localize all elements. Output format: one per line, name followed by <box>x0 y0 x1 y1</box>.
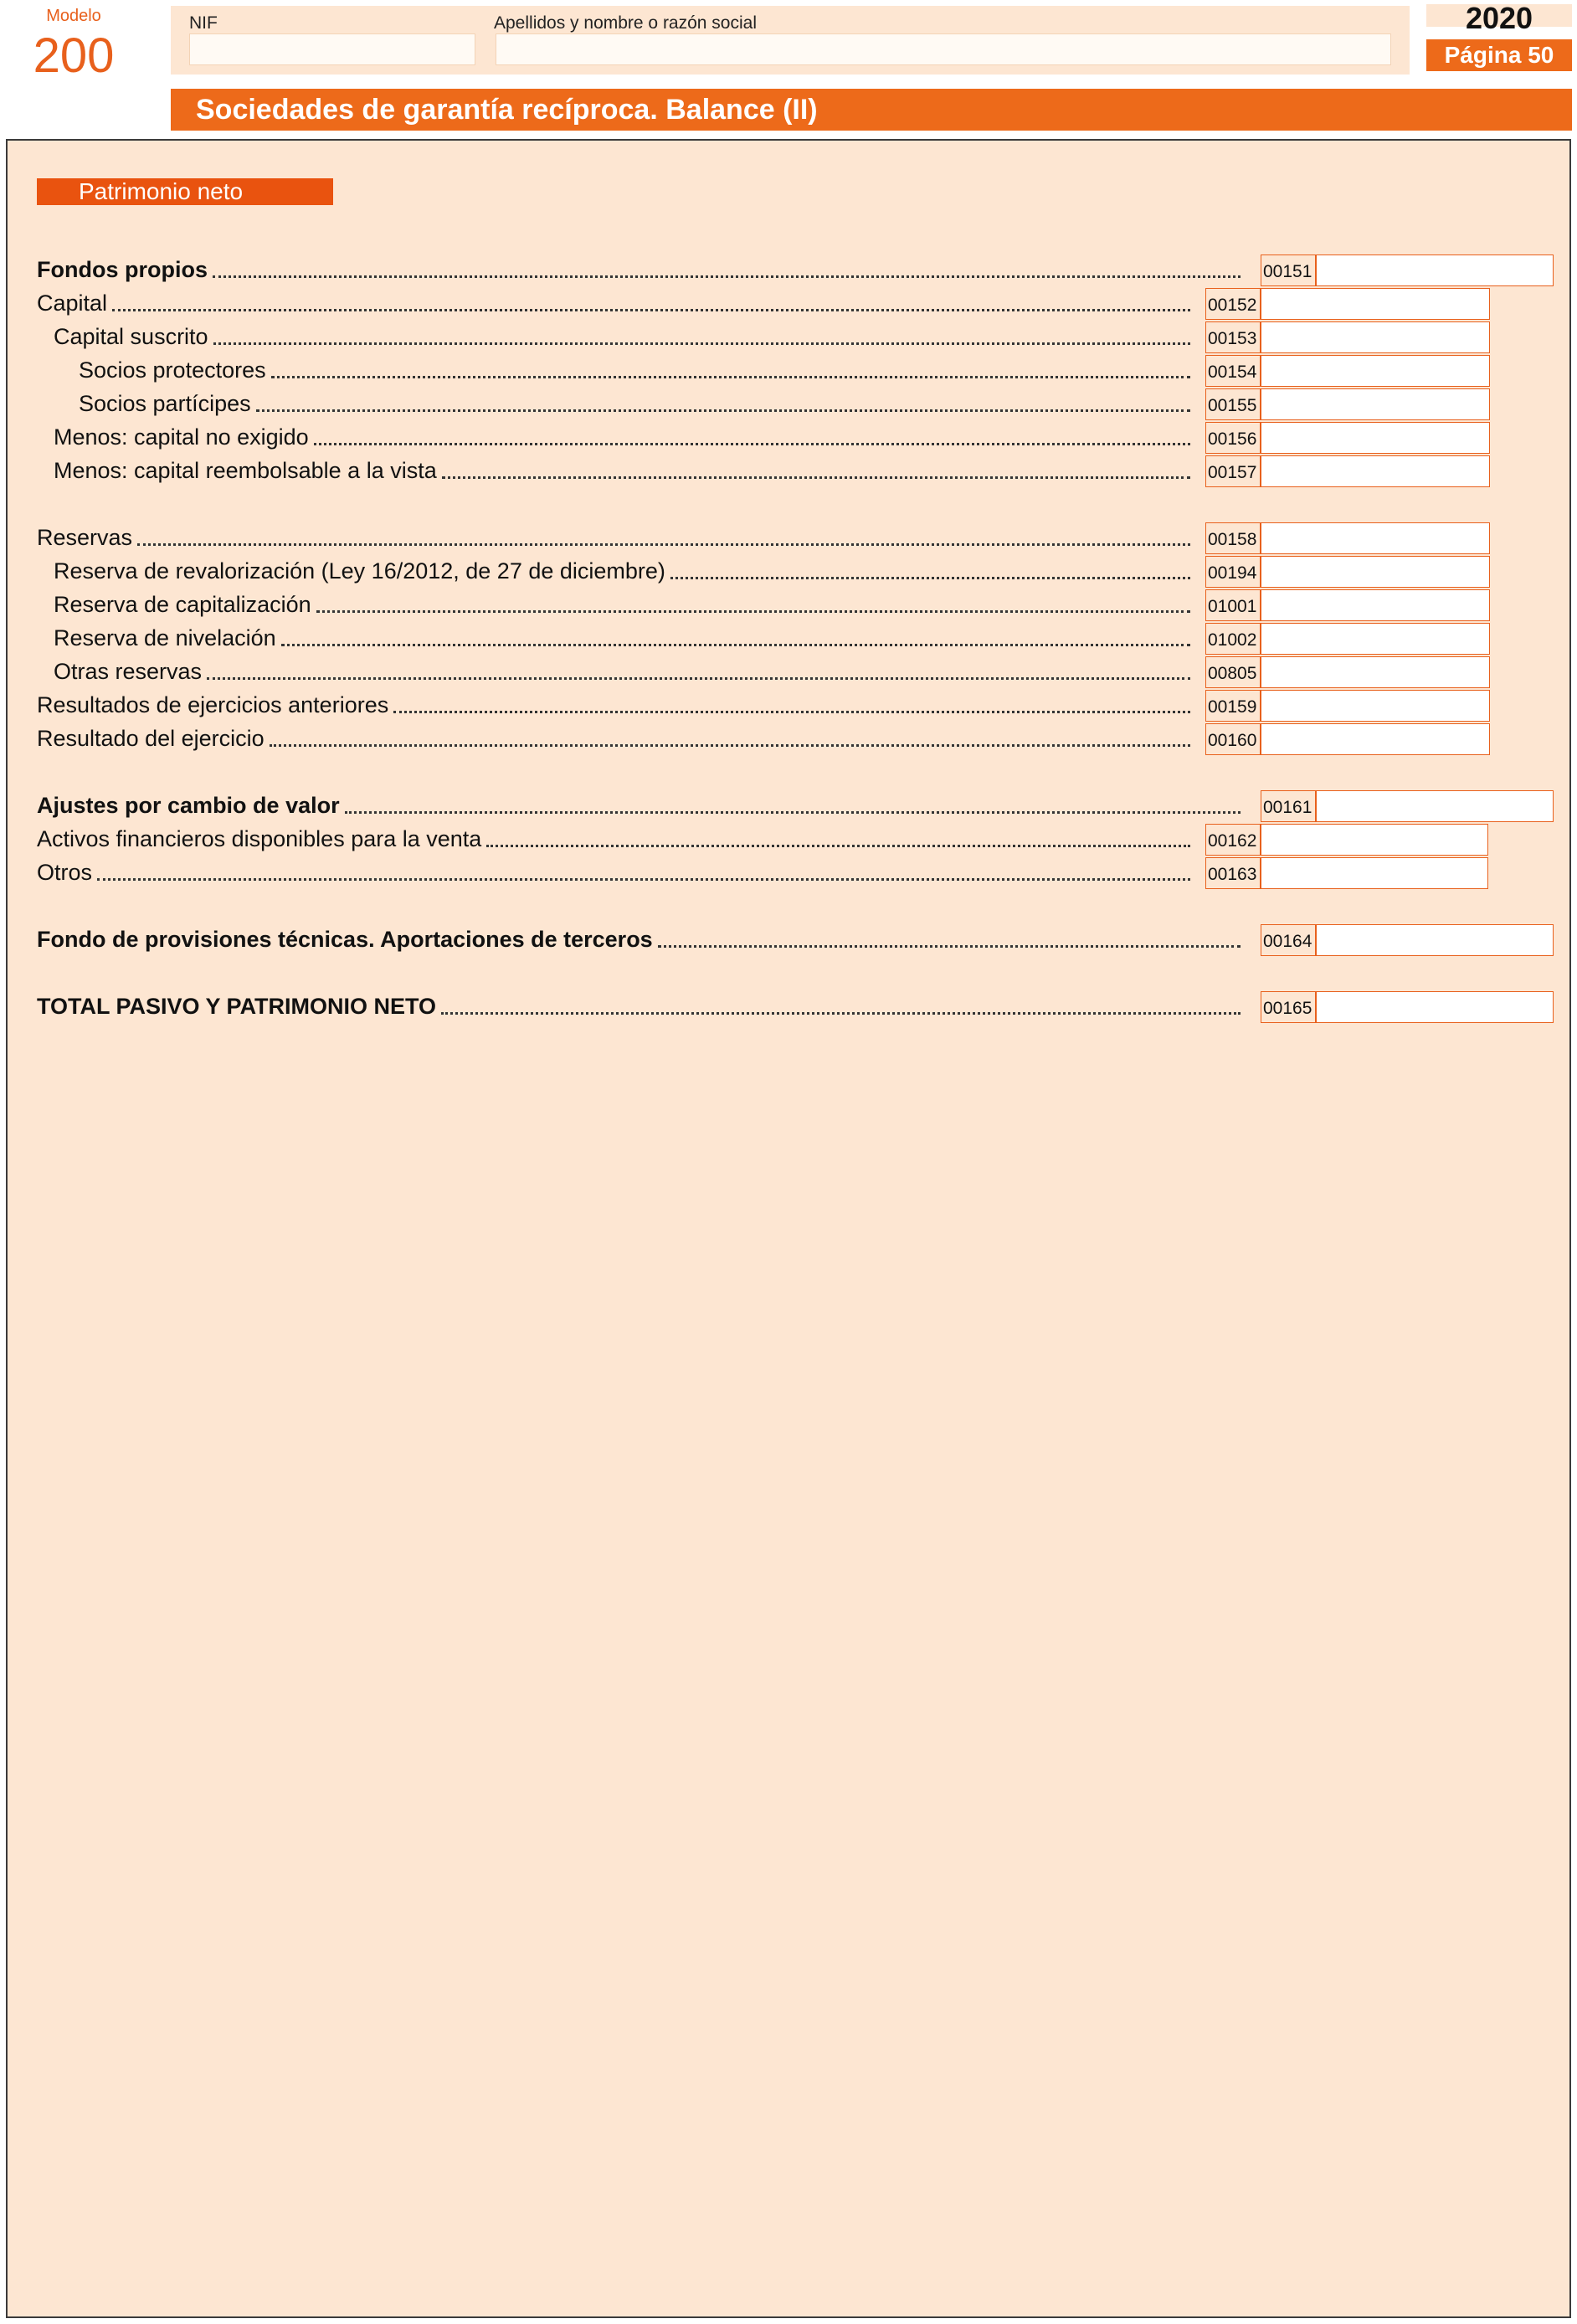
value-field[interactable] <box>1261 388 1490 420</box>
code-box: 00157 <box>1205 455 1261 487</box>
value-field[interactable] <box>1261 656 1490 688</box>
year: 2020 <box>1465 1 1533 35</box>
value-field[interactable] <box>1261 589 1490 621</box>
code-box: 00152 <box>1205 288 1261 320</box>
nif-field[interactable] <box>189 33 475 65</box>
code-box: 00163 <box>1205 857 1261 889</box>
code-box: 00805 <box>1205 656 1261 688</box>
dot-leader <box>316 610 1190 613</box>
name-field[interactable] <box>496 33 1391 65</box>
value-field[interactable] <box>1316 991 1554 1023</box>
code-box: 00158 <box>1205 522 1261 554</box>
code-box: 00151 <box>1261 255 1316 286</box>
nif-label: NIF <box>189 13 218 33</box>
row-capital <box>37 286 1194 320</box>
dot-leader <box>393 711 1190 713</box>
dot-leader <box>270 744 1190 747</box>
value-field[interactable] <box>1316 255 1554 286</box>
dot-leader <box>207 677 1190 680</box>
row-socios-protectores <box>37 353 1194 387</box>
code-box: 00165 <box>1261 991 1316 1023</box>
row-otros <box>37 856 1194 889</box>
dot-leader <box>441 1012 1241 1015</box>
value-field[interactable] <box>1261 690 1490 722</box>
row-capital-suscrito <box>37 320 1194 353</box>
code-box: 00153 <box>1205 321 1261 353</box>
row-reserva-revalorizacion <box>37 554 1194 588</box>
row-reserva-capitalizacion <box>37 588 1194 621</box>
row-reservas <box>37 521 1194 554</box>
row-reserva-nivelacion <box>37 621 1194 655</box>
page-number: Página 50 <box>1426 39 1572 71</box>
row-label: Reserva de revalorización (Ley 16/2012, de 27 de diciembre) <box>54 558 665 584</box>
row-label: Socios partícipes <box>79 390 251 416</box>
dot-leader <box>442 476 1190 479</box>
dot-leader <box>256 409 1190 412</box>
row-total-pasivo-patrimonio <box>37 990 1244 1023</box>
row-capital-no-exigido <box>37 420 1194 454</box>
row-fondo-provisiones <box>37 923 1244 956</box>
code-box: 00161 <box>1261 790 1316 822</box>
code-box: 00194 <box>1205 556 1261 588</box>
code-box: 01002 <box>1205 623 1261 655</box>
row-activos-financieros <box>37 822 1194 856</box>
row-socios-participes <box>37 387 1194 420</box>
row-label: Resultados de ejercicios anteriores <box>37 692 389 717</box>
value-field[interactable] <box>1261 824 1488 856</box>
row-label: Resultado del ejercicio <box>37 725 265 751</box>
row-ajustes-cambio-valor <box>37 789 1244 822</box>
dot-leader <box>213 275 1241 278</box>
row-label: Otros <box>37 859 93 885</box>
dot-leader <box>345 811 1241 814</box>
dot-leader <box>213 342 1190 345</box>
code-box: 00164 <box>1261 924 1316 956</box>
row-fondos-propios <box>37 253 1244 286</box>
row-label: Reserva de capitalización <box>54 591 311 617</box>
dot-leader <box>658 945 1241 948</box>
dot-leader <box>112 309 1190 311</box>
code-box: 00159 <box>1205 690 1261 722</box>
row-label: Menos: capital reembolsable a la vista <box>54 457 437 483</box>
code-box: 00162 <box>1205 824 1261 856</box>
dot-leader <box>486 845 1190 847</box>
row-label: Socios protectores <box>79 357 266 383</box>
code-box: 00156 <box>1205 422 1261 454</box>
row-label: Otras reservas <box>54 658 203 684</box>
dot-leader <box>314 443 1190 445</box>
row-capital-reembolsable <box>37 454 1194 487</box>
modelo-label: Modelo <box>46 7 101 25</box>
row-label: Reserva de nivelación <box>54 625 276 650</box>
value-field[interactable] <box>1261 556 1490 588</box>
name-label: Apellidos y nombre o razón social <box>494 13 757 33</box>
code-box: 00154 <box>1205 355 1261 387</box>
dot-leader <box>670 577 1190 579</box>
modelo-number: 200 <box>33 28 115 83</box>
row-label: Ajustes por cambio de valor <box>37 792 340 818</box>
value-field[interactable] <box>1261 522 1490 554</box>
row-resultado-ejercicio <box>37 722 1194 755</box>
row-label: Fondos propios <box>37 256 208 282</box>
dot-leader <box>271 376 1190 378</box>
row-label: Fondo de provisiones técnicas. Aportaciones de terceros <box>37 926 653 952</box>
code-box: 00160 <box>1205 723 1261 755</box>
value-field[interactable] <box>1261 623 1490 655</box>
row-label: Activos financieros disponibles para la venta <box>37 825 482 851</box>
dot-leader <box>281 644 1190 646</box>
section-title: Patrimonio neto <box>37 178 333 205</box>
row-label: Reservas <box>37 524 133 550</box>
code-box: 01001 <box>1205 589 1261 621</box>
value-field[interactable] <box>1261 857 1488 889</box>
value-field[interactable] <box>1261 355 1490 387</box>
dot-leader <box>97 878 1190 881</box>
value-field[interactable] <box>1316 924 1554 956</box>
row-label: Capital <box>37 290 108 316</box>
row-otras-reservas <box>37 655 1194 688</box>
page-title: Sociedades de garantía recíproca. Balance (II) <box>171 89 1572 131</box>
value-field[interactable] <box>1261 422 1490 454</box>
value-field[interactable] <box>1261 321 1490 353</box>
row-resultados-anteriores <box>37 688 1194 722</box>
value-field[interactable] <box>1261 455 1490 487</box>
code-box: 00155 <box>1205 388 1261 420</box>
value-field[interactable] <box>1261 723 1490 755</box>
value-field[interactable] <box>1261 288 1490 320</box>
row-label: TOTAL PASIVO Y PATRIMONIO NETO <box>37 993 437 1019</box>
row-label: Menos: capital no exigido <box>54 424 309 450</box>
row-label: Capital suscrito <box>54 323 208 349</box>
dot-leader <box>137 543 1190 546</box>
value-field[interactable] <box>1316 790 1554 822</box>
